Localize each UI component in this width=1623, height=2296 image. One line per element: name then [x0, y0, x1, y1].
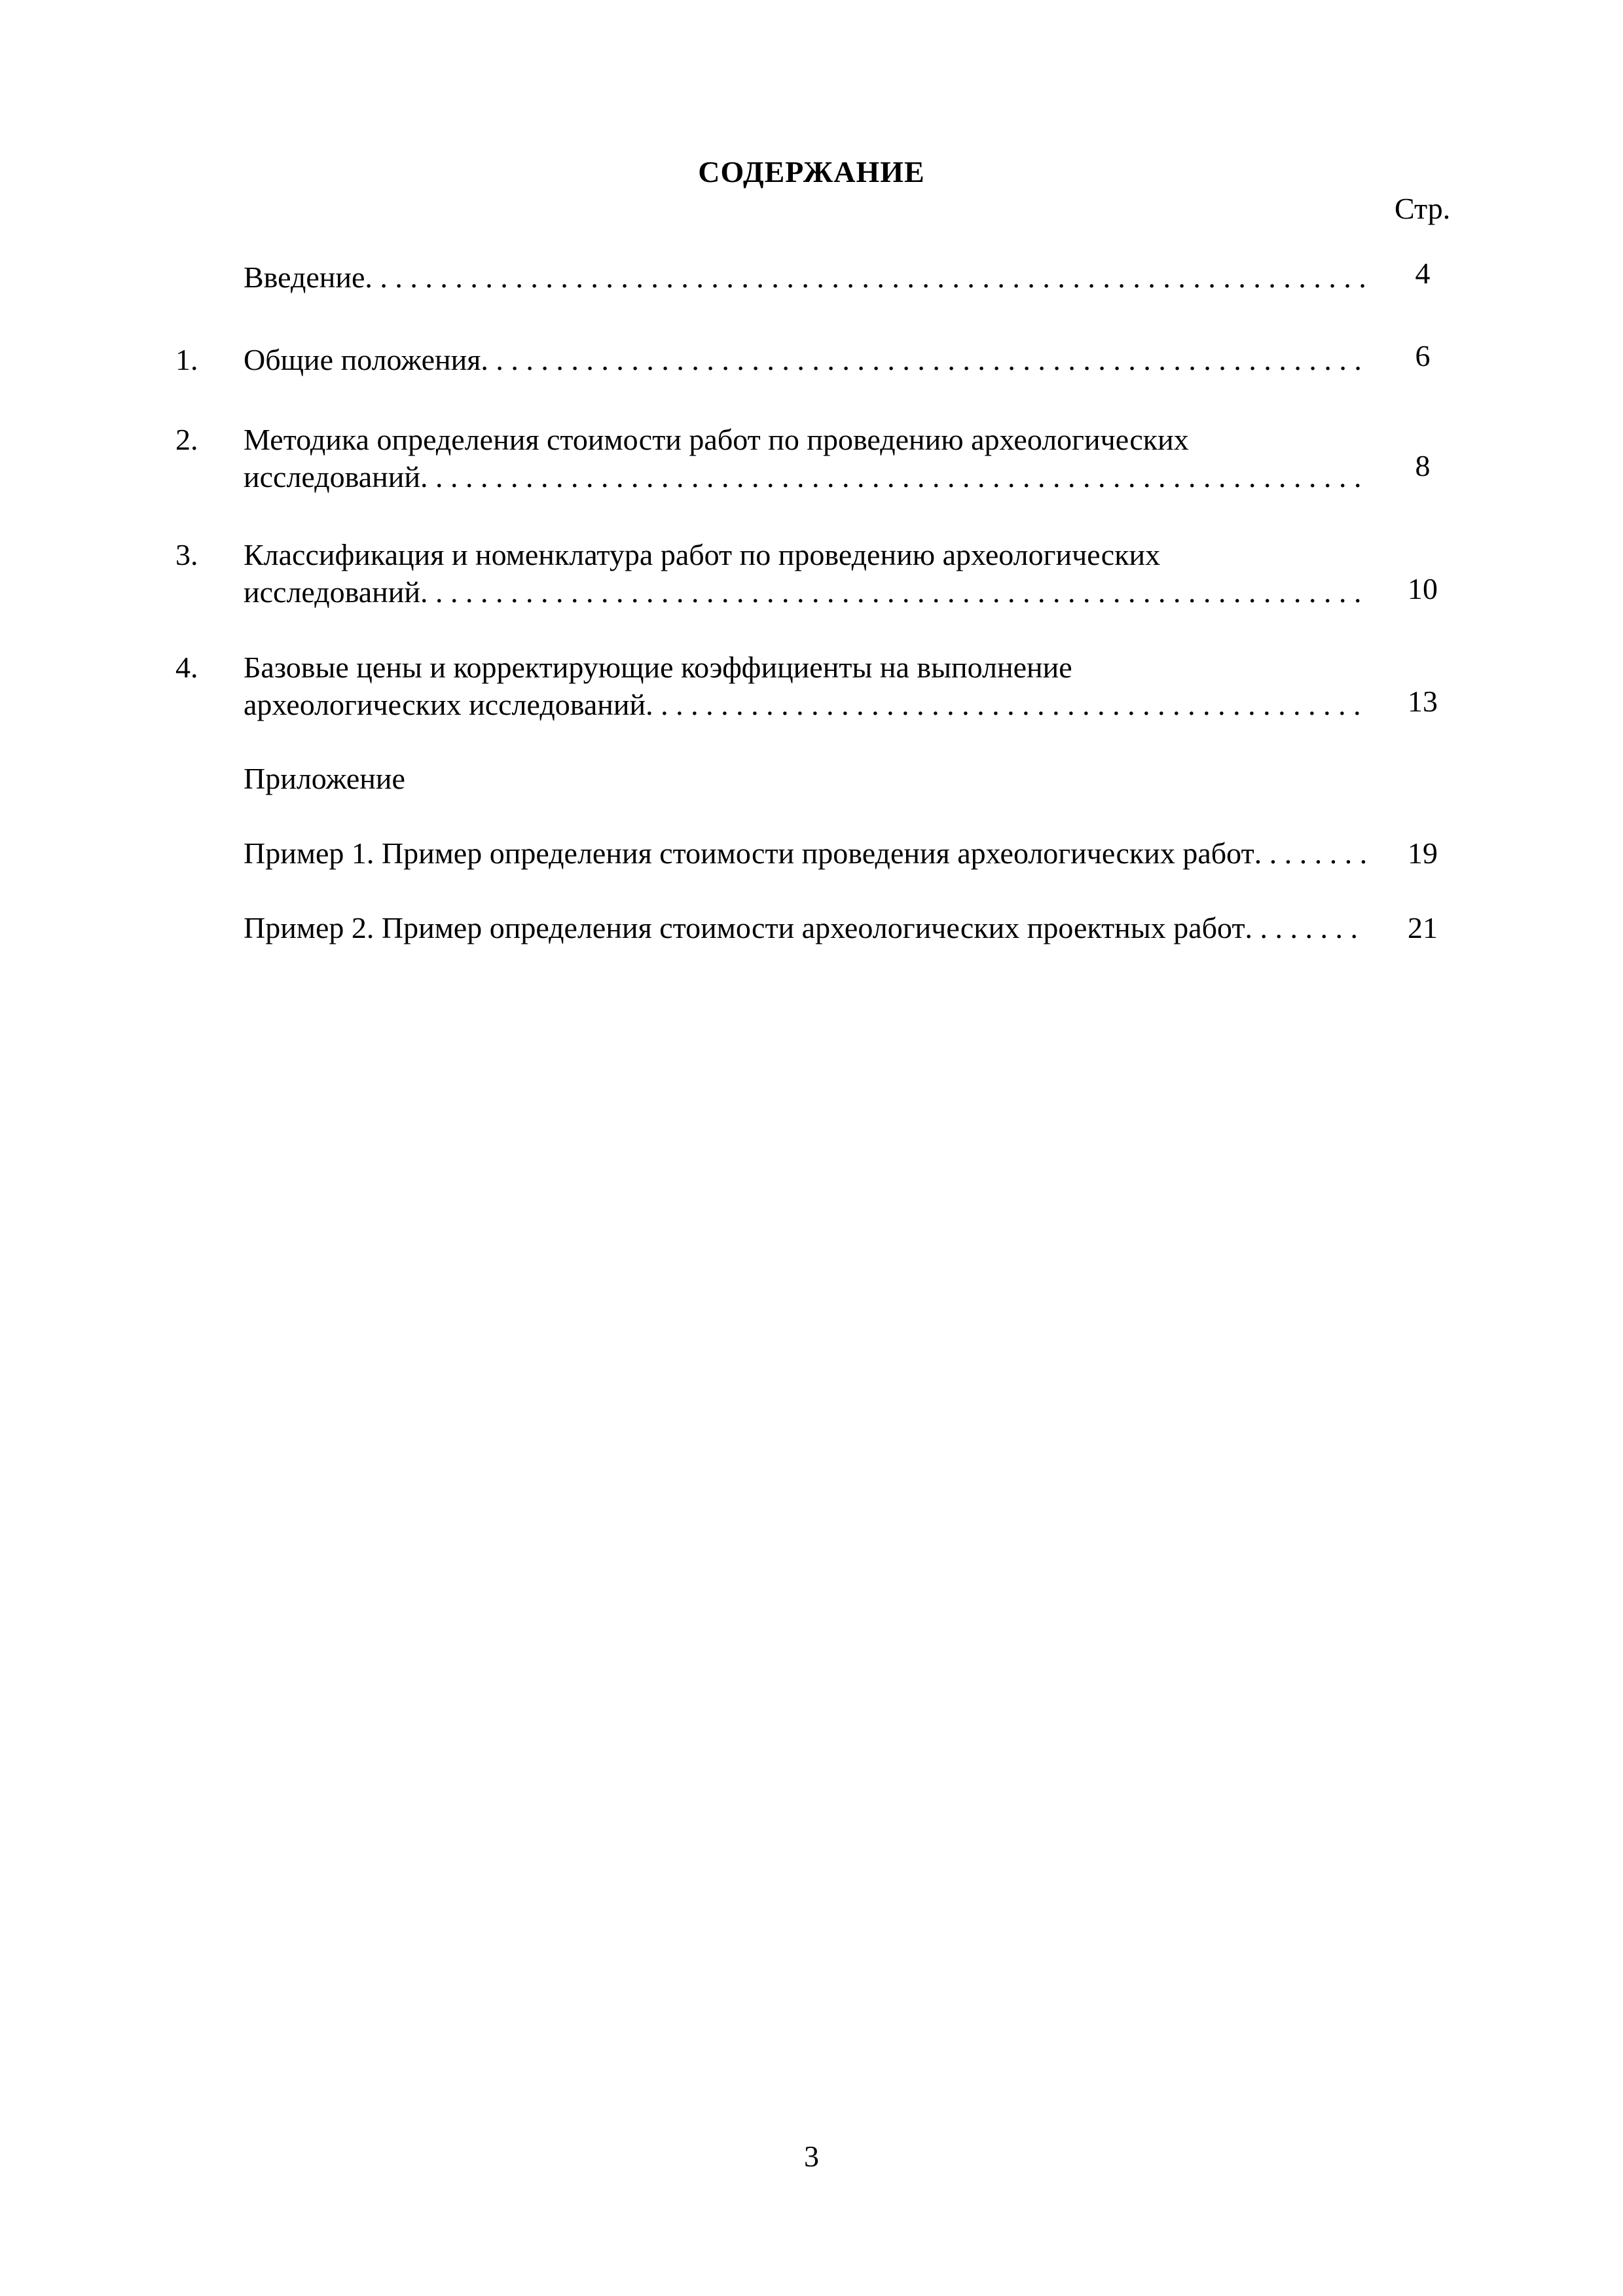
- leader-dots: [365, 259, 1367, 296]
- toc-entry-example-1: [175, 834, 1459, 872]
- leader-dots: [1254, 834, 1367, 872]
- toc-entry-text: Приложение: [244, 762, 405, 795]
- toc-entry-number: 2.: [175, 423, 198, 456]
- toc-entry-methodology: [175, 421, 1459, 495]
- toc-entry-text-line2: археологических исследований: [244, 688, 646, 721]
- toc-entry-text-line1: Классификация и номенклатура работ по проведению археологических: [244, 538, 1161, 571]
- toc-entry-text-line1: Методика определения стоимости работ по проведению археологических: [244, 423, 1189, 456]
- toc-entry-number: 4.: [175, 651, 198, 684]
- toc-entry-page: 21: [1408, 911, 1438, 944]
- toc-entry-page: 8: [1415, 449, 1431, 482]
- toc-entry-appendix: [175, 760, 1459, 797]
- toc-entry-number: 3.: [175, 538, 198, 571]
- toc-entry-text-line2: исследований: [244, 460, 421, 493]
- toc-entry-text: Введение: [244, 260, 365, 294]
- toc-entry-page: 13: [1408, 685, 1438, 718]
- toc-entry-general: [175, 341, 1459, 378]
- toc-entry-page: 4: [1415, 257, 1431, 290]
- toc-entry-text: Пример 1. Пример определения стоимости проведения археологических работ: [244, 836, 1254, 870]
- toc-entry-introduction: [175, 259, 1459, 296]
- leader-dots: [1245, 909, 1367, 946]
- toc-entry-page: 19: [1408, 836, 1438, 870]
- leader-dots: [420, 458, 1367, 495]
- leader-dots: [481, 341, 1367, 378]
- toc-entry-page: 6: [1415, 339, 1431, 372]
- toc-entry-text: Общие положения: [244, 343, 481, 376]
- toc-entry-example-2: [175, 909, 1459, 946]
- leader-dots: [420, 573, 1367, 611]
- toc-entry-text-line1: Базовые цены и корректирующие коэффициенты на выполнение: [244, 651, 1072, 684]
- toc-entry-page: 10: [1408, 572, 1438, 605]
- toc-entry-number: 1.: [175, 343, 198, 376]
- toc-entry-base-prices: [175, 649, 1459, 723]
- page-column-label: Стр.: [1395, 192, 1451, 225]
- toc-entry-text-line2: исследований: [244, 575, 421, 609]
- toc-title: СОДЕРЖАНИЕ: [698, 155, 925, 188]
- page-number: 3: [804, 2140, 819, 2173]
- toc-entry-classification: [175, 536, 1459, 611]
- toc-entry-text: Пример 2. Пример определения стоимости археологических проектных работ: [244, 911, 1245, 944]
- leader-dots: [646, 686, 1367, 723]
